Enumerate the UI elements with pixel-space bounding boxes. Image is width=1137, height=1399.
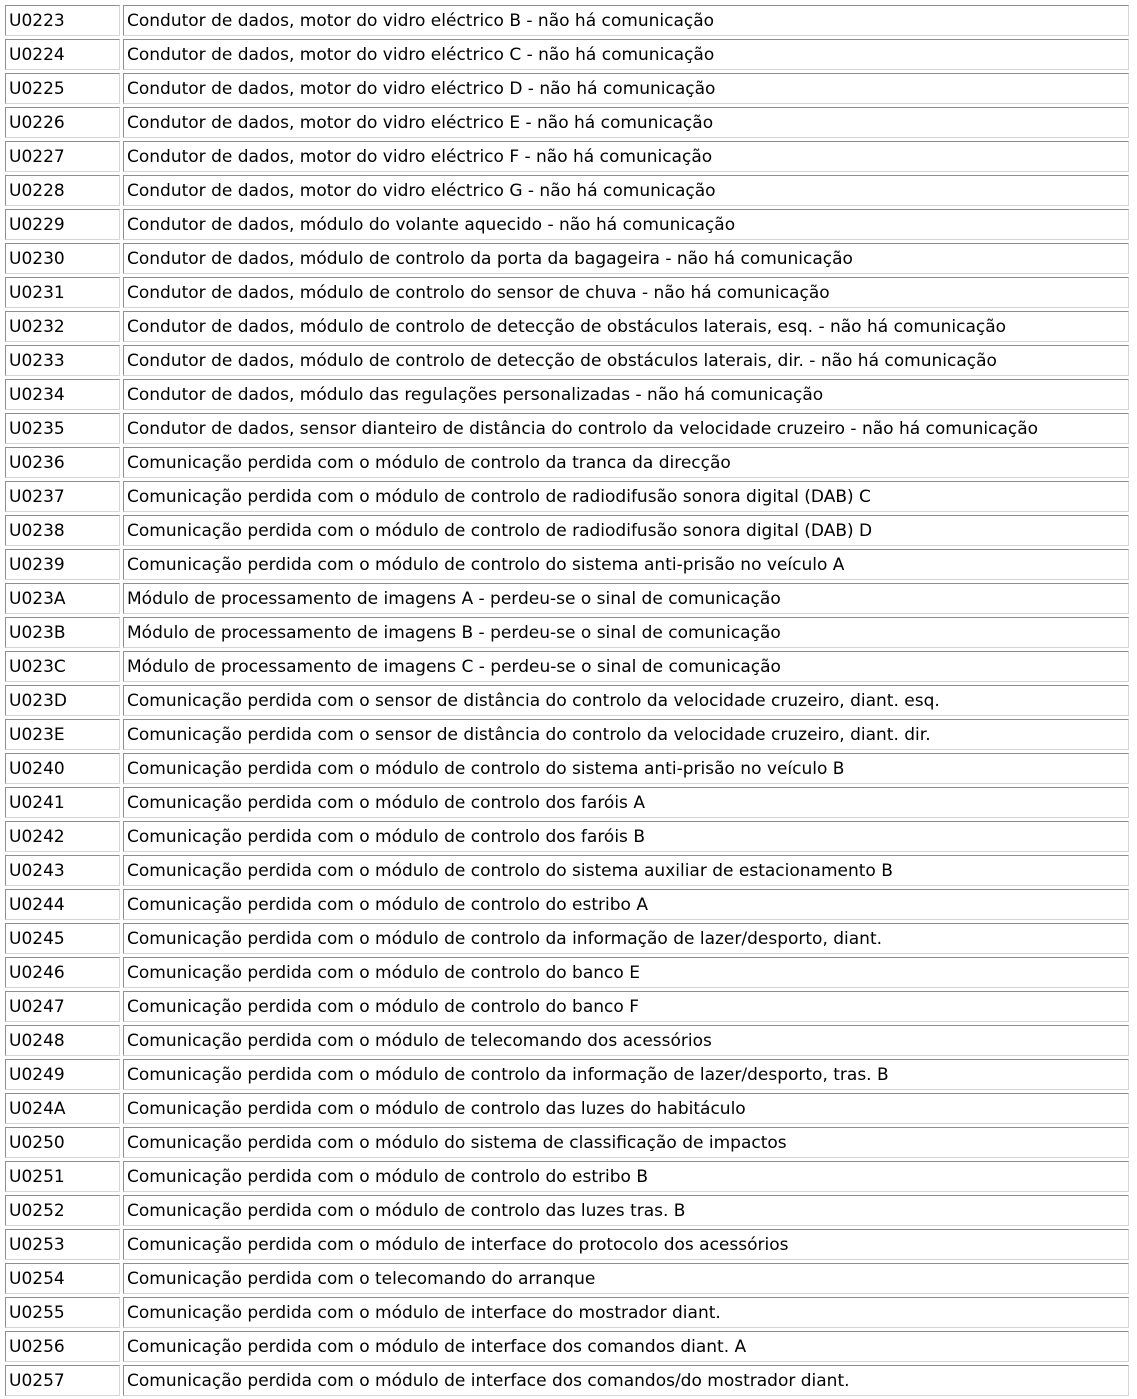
table-row	[5, 447, 1129, 478]
dtc-code-cell: U0227	[5, 141, 120, 172]
table-row	[5, 175, 1129, 206]
dtc-description-cell: Módulo de processamento de imagens C - perdeu-se o sinal de comunicação	[123, 651, 1129, 682]
dtc-description-cell: Condutor de dados, motor do vidro eléctrico C - não há comunicação	[123, 39, 1129, 70]
dtc-description-cell: Comunicação perdida com o módulo de controlo do banco F	[123, 991, 1129, 1022]
table-row	[5, 1365, 1129, 1396]
table-row	[5, 5, 1129, 36]
dtc-code-cell: U0232	[5, 311, 120, 342]
dtc-description-cell: Comunicação perdida com o telecomando do arranque	[123, 1263, 1129, 1294]
dtc-code-table	[2, 2, 1132, 1399]
table-row	[5, 787, 1129, 818]
dtc-code-cell: U0233	[5, 345, 120, 376]
table-row	[5, 753, 1129, 784]
dtc-description-cell: Condutor de dados, módulo de controlo de detecção de obstáculos laterais, dir. - não há comunicação	[123, 345, 1129, 376]
dtc-description-cell: Comunicação perdida com o sensor de distância do controlo da velocidade cruzeiro, diant. esq.	[123, 685, 1129, 716]
table-row	[5, 889, 1129, 920]
dtc-code-cell: U0248	[5, 1025, 120, 1056]
table-row	[5, 277, 1129, 308]
table-row	[5, 311, 1129, 342]
dtc-description-cell: Condutor de dados, módulo de controlo do sensor de chuva - não há comunicação	[123, 277, 1129, 308]
dtc-description-cell: Condutor de dados, motor do vidro eléctrico D - não há comunicação	[123, 73, 1129, 104]
dtc-code-cell: U0247	[5, 991, 120, 1022]
table-row	[5, 549, 1129, 580]
dtc-description-cell: Condutor de dados, motor do vidro eléctrico F - não há comunicação	[123, 141, 1129, 172]
dtc-description-cell: Condutor de dados, motor do vidro eléctrico G - não há comunicação	[123, 175, 1129, 206]
table-row	[5, 413, 1129, 444]
table-row	[5, 107, 1129, 138]
dtc-description-cell: Condutor de dados, motor do vidro eléctrico B - não há comunicação	[123, 5, 1129, 36]
dtc-description-cell: Comunicação perdida com o módulo de controlo da tranca da direcção	[123, 447, 1129, 478]
table-row	[5, 923, 1129, 954]
dtc-description-cell: Comunicação perdida com o módulo de controlo do estribo A	[123, 889, 1129, 920]
table-row	[5, 345, 1129, 376]
dtc-code-cell: U0246	[5, 957, 120, 988]
dtc-description-cell: Comunicação perdida com o módulo de controlo dos faróis B	[123, 821, 1129, 852]
dtc-code-cell: U0257	[5, 1365, 120, 1396]
dtc-description-cell: Comunicação perdida com o módulo de controlo das luzes tras. B	[123, 1195, 1129, 1226]
table-row	[5, 1229, 1129, 1260]
dtc-code-cell: U0249	[5, 1059, 120, 1090]
table-row	[5, 515, 1129, 546]
dtc-description-cell: Condutor de dados, módulo de controlo da porta da bagageira - não há comunicação	[123, 243, 1129, 274]
dtc-code-cell: U0256	[5, 1331, 120, 1362]
dtc-code-cell: U023B	[5, 617, 120, 648]
dtc-description-cell: Comunicação perdida com o módulo de controlo dos faróis A	[123, 787, 1129, 818]
dtc-description-cell: Comunicação perdida com o módulo de controlo das luzes do habitáculo	[123, 1093, 1129, 1124]
dtc-description-cell: Condutor de dados, módulo de controlo de detecção de obstáculos laterais, esq. - não há comunicação	[123, 311, 1129, 342]
dtc-code-cell: U023C	[5, 651, 120, 682]
table-row	[5, 73, 1129, 104]
table-row	[5, 583, 1129, 614]
dtc-description-cell: Condutor de dados, módulo do volante aquecido - não há comunicação	[123, 209, 1129, 240]
dtc-code-cell: U0252	[5, 1195, 120, 1226]
table-row	[5, 1161, 1129, 1192]
dtc-description-cell: Módulo de processamento de imagens A - perdeu-se o sinal de comunicação	[123, 583, 1129, 614]
table-row	[5, 209, 1129, 240]
table-row	[5, 1093, 1129, 1124]
code-table-body	[5, 5, 1129, 1396]
dtc-code-cell: U0235	[5, 413, 120, 444]
dtc-description-cell: Comunicação perdida com o módulo de controlo da informação de lazer/desporto, tras. B	[123, 1059, 1129, 1090]
dtc-description-cell: Comunicação perdida com o módulo de interface do mostrador diant.	[123, 1297, 1129, 1328]
table-row	[5, 379, 1129, 410]
table-row	[5, 1025, 1129, 1056]
table-row	[5, 1059, 1129, 1090]
dtc-code-cell: U0255	[5, 1297, 120, 1328]
table-row	[5, 243, 1129, 274]
dtc-description-cell: Comunicação perdida com o módulo de interface dos comandos/do mostrador diant.	[123, 1365, 1129, 1396]
table-row	[5, 719, 1129, 750]
table-row	[5, 1195, 1129, 1226]
dtc-description-cell: Comunicação perdida com o módulo de controlo do sistema anti-prisão no veículo B	[123, 753, 1129, 784]
dtc-code-cell: U0231	[5, 277, 120, 308]
dtc-description-cell: Comunicação perdida com o módulo de controlo do estribo B	[123, 1161, 1129, 1192]
dtc-code-cell: U0236	[5, 447, 120, 478]
dtc-code-cell: U0237	[5, 481, 120, 512]
table-row	[5, 39, 1129, 70]
dtc-code-cell: U0243	[5, 855, 120, 886]
table-row	[5, 991, 1129, 1022]
dtc-code-cell: U023D	[5, 685, 120, 716]
table-row	[5, 651, 1129, 682]
table-row	[5, 685, 1129, 716]
dtc-description-cell: Comunicação perdida com o módulo de interface do protocolo dos acessórios	[123, 1229, 1129, 1260]
dtc-description-cell: Comunicação perdida com o módulo de telecomando dos acessórios	[123, 1025, 1129, 1056]
dtc-code-cell: U024A	[5, 1093, 120, 1124]
dtc-description-cell: Comunicação perdida com o módulo de controlo de radiodifusão sonora digital (DAB) D	[123, 515, 1129, 546]
dtc-description-cell: Módulo de processamento de imagens B - perdeu-se o sinal de comunicação	[123, 617, 1129, 648]
dtc-code-cell: U0240	[5, 753, 120, 784]
dtc-code-cell: U0228	[5, 175, 120, 206]
dtc-code-cell: U0244	[5, 889, 120, 920]
dtc-description-cell: Condutor de dados, módulo das regulações personalizadas - não há comunicação	[123, 379, 1129, 410]
table-row	[5, 481, 1129, 512]
dtc-code-cell: U0234	[5, 379, 120, 410]
table-row	[5, 1297, 1129, 1328]
dtc-code-cell: U0239	[5, 549, 120, 580]
table-row	[5, 141, 1129, 172]
dtc-code-cell: U0245	[5, 923, 120, 954]
table-row	[5, 1263, 1129, 1294]
table-row	[5, 957, 1129, 988]
dtc-code-cell: U0251	[5, 1161, 120, 1192]
dtc-code-cell: U0229	[5, 209, 120, 240]
dtc-description-cell: Comunicação perdida com o módulo de controlo do sistema anti-prisão no veículo A	[123, 549, 1129, 580]
dtc-description-cell: Comunicação perdida com o módulo do sistema de classificação de impactos	[123, 1127, 1129, 1158]
dtc-description-cell: Comunicação perdida com o módulo de controlo do sistema auxiliar de estacionamento B	[123, 855, 1129, 886]
dtc-code-cell: U0238	[5, 515, 120, 546]
dtc-description-cell: Condutor de dados, sensor dianteiro de distância do controlo da velocidade cruzeiro - não há comunicação	[123, 413, 1129, 444]
dtc-code-cell: U023E	[5, 719, 120, 750]
table-row	[5, 1331, 1129, 1362]
dtc-description-cell: Comunicação perdida com o módulo de controlo da informação de lazer/desporto, diant.	[123, 923, 1129, 954]
dtc-code-cell: U0254	[5, 1263, 120, 1294]
dtc-description-cell: Comunicação perdida com o módulo de controlo do banco E	[123, 957, 1129, 988]
dtc-description-cell: Comunicação perdida com o módulo de controlo de radiodifusão sonora digital (DAB) C	[123, 481, 1129, 512]
dtc-description-cell: Condutor de dados, motor do vidro eléctrico E - não há comunicação	[123, 107, 1129, 138]
dtc-code-cell: U023A	[5, 583, 120, 614]
table-row	[5, 1127, 1129, 1158]
dtc-code-cell: U0241	[5, 787, 120, 818]
dtc-code-cell: U0253	[5, 1229, 120, 1260]
dtc-description-cell: Comunicação perdida com o sensor de distância do controlo da velocidade cruzeiro, diant. dir.	[123, 719, 1129, 750]
table-row	[5, 855, 1129, 886]
dtc-code-cell: U0225	[5, 73, 120, 104]
table-row	[5, 617, 1129, 648]
dtc-code-cell: U0230	[5, 243, 120, 274]
dtc-code-cell: U0224	[5, 39, 120, 70]
dtc-code-cell: U0223	[5, 5, 120, 36]
table-row	[5, 821, 1129, 852]
dtc-code-cell: U0242	[5, 821, 120, 852]
dtc-code-cell: U0250	[5, 1127, 120, 1158]
dtc-description-cell: Comunicação perdida com o módulo de interface dos comandos diant. A	[123, 1331, 1129, 1362]
dtc-code-cell: U0226	[5, 107, 120, 138]
